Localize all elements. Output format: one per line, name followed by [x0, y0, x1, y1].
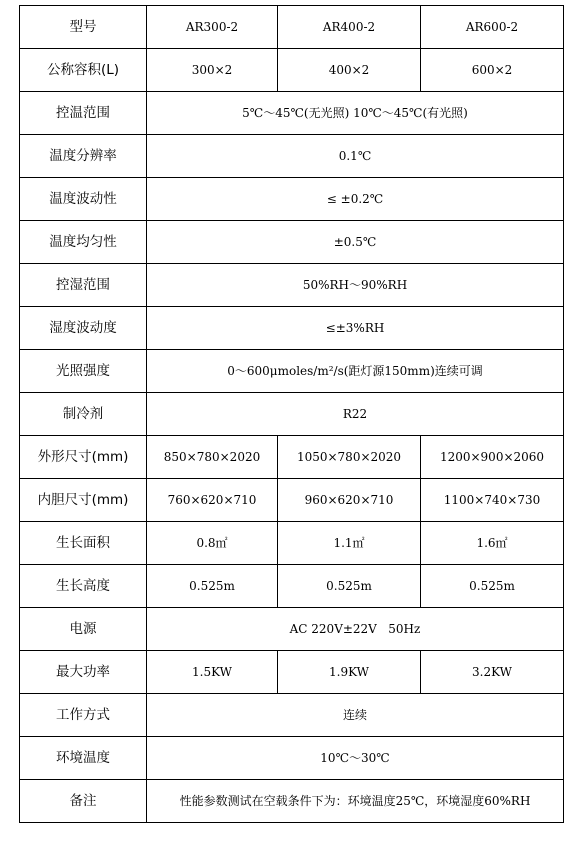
value-cell: 400×2	[278, 49, 421, 92]
value-cell: AR300-2	[147, 6, 278, 49]
value-cell: AR400-2	[278, 6, 421, 49]
value-cell: 3.2KW	[421, 651, 564, 694]
row-ambient-temp	[20, 737, 564, 780]
row-temp-uniformity	[20, 221, 564, 264]
row-light-intensity	[20, 350, 564, 393]
row-outer-dimensions	[20, 436, 564, 479]
value-cell: 1.1㎡	[278, 522, 421, 565]
value-cell: 300×2	[147, 49, 278, 92]
row-inner-dimensions	[20, 479, 564, 522]
row-label: 制冷剂	[20, 393, 147, 436]
row-label: 公称容积(L)	[20, 49, 147, 92]
row-remarks	[20, 780, 564, 823]
value-cell: 0.525m	[278, 565, 421, 608]
row-refrigerant	[20, 393, 564, 436]
row-label: 湿度波动度	[20, 307, 147, 350]
value-cell: 0.525m	[421, 565, 564, 608]
row-humidity-fluctuation	[20, 307, 564, 350]
row-power-supply	[20, 608, 564, 651]
row-nominal-volume	[20, 49, 564, 92]
row-label: 型号	[20, 6, 147, 49]
value-cell: 连续	[147, 694, 564, 737]
row-growth-height	[20, 565, 564, 608]
row-label: 内胆尺寸(mm)	[20, 479, 147, 522]
value-cell: 1.6㎡	[421, 522, 564, 565]
value-cell: 10℃～30℃	[147, 737, 564, 780]
value-cell: R22	[147, 393, 564, 436]
row-label: 温度均匀性	[20, 221, 147, 264]
value-cell: 性能参数测试在空载条件下为：环境温度25℃，环境湿度60%RH	[147, 780, 564, 823]
row-label: 控湿范围	[20, 264, 147, 307]
row-label: 外形尺寸(mm)	[20, 436, 147, 479]
row-label: 生长高度	[20, 565, 147, 608]
value-cell: AR600-2	[421, 6, 564, 49]
value-cell: ≤ ±0.2℃	[147, 178, 564, 221]
value-cell: 50%RH～90%RH	[147, 264, 564, 307]
value-cell: 600×2	[421, 49, 564, 92]
value-cell: 1100×740×730	[421, 479, 564, 522]
value-cell: 0.525m	[147, 565, 278, 608]
value-cell: ±0.5℃	[147, 221, 564, 264]
row-label: 控温范围	[20, 92, 147, 135]
row-label: 工作方式	[20, 694, 147, 737]
row-work-mode	[20, 694, 564, 737]
value-cell: 1200×900×2060	[421, 436, 564, 479]
spec-table	[19, 5, 564, 823]
row-label: 最大功率	[20, 651, 147, 694]
row-label: 光照强度	[20, 350, 147, 393]
value-cell: 1.9KW	[278, 651, 421, 694]
row-temp-fluctuation	[20, 178, 564, 221]
value-cell: 960×620×710	[278, 479, 421, 522]
value-cell: 0～600μmoles/m²/s(距灯源150mm)连续可调	[147, 350, 564, 393]
row-label: 环境温度	[20, 737, 147, 780]
value-cell: 850×780×2020	[147, 436, 278, 479]
value-cell: 1.5KW	[147, 651, 278, 694]
row-temp-range	[20, 92, 564, 135]
value-cell: 1050×780×2020	[278, 436, 421, 479]
row-max-power	[20, 651, 564, 694]
row-growth-area	[20, 522, 564, 565]
row-label: 生长面积	[20, 522, 147, 565]
row-model	[20, 6, 564, 49]
value-cell: ≤±3%RH	[147, 307, 564, 350]
value-cell: AC 220V±22V 50Hz	[147, 608, 564, 651]
value-cell: 760×620×710	[147, 479, 278, 522]
row-label: 温度波动性	[20, 178, 147, 221]
row-label: 备注	[20, 780, 147, 823]
value-cell: 0.1℃	[147, 135, 564, 178]
value-cell: 0.8㎡	[147, 522, 278, 565]
value-cell: 5℃～45℃(无光照) 10℃～45℃(有光照)	[147, 92, 564, 135]
row-label: 温度分辨率	[20, 135, 147, 178]
row-humidity-range	[20, 264, 564, 307]
row-label: 电源	[20, 608, 147, 651]
row-temp-resolution	[20, 135, 564, 178]
